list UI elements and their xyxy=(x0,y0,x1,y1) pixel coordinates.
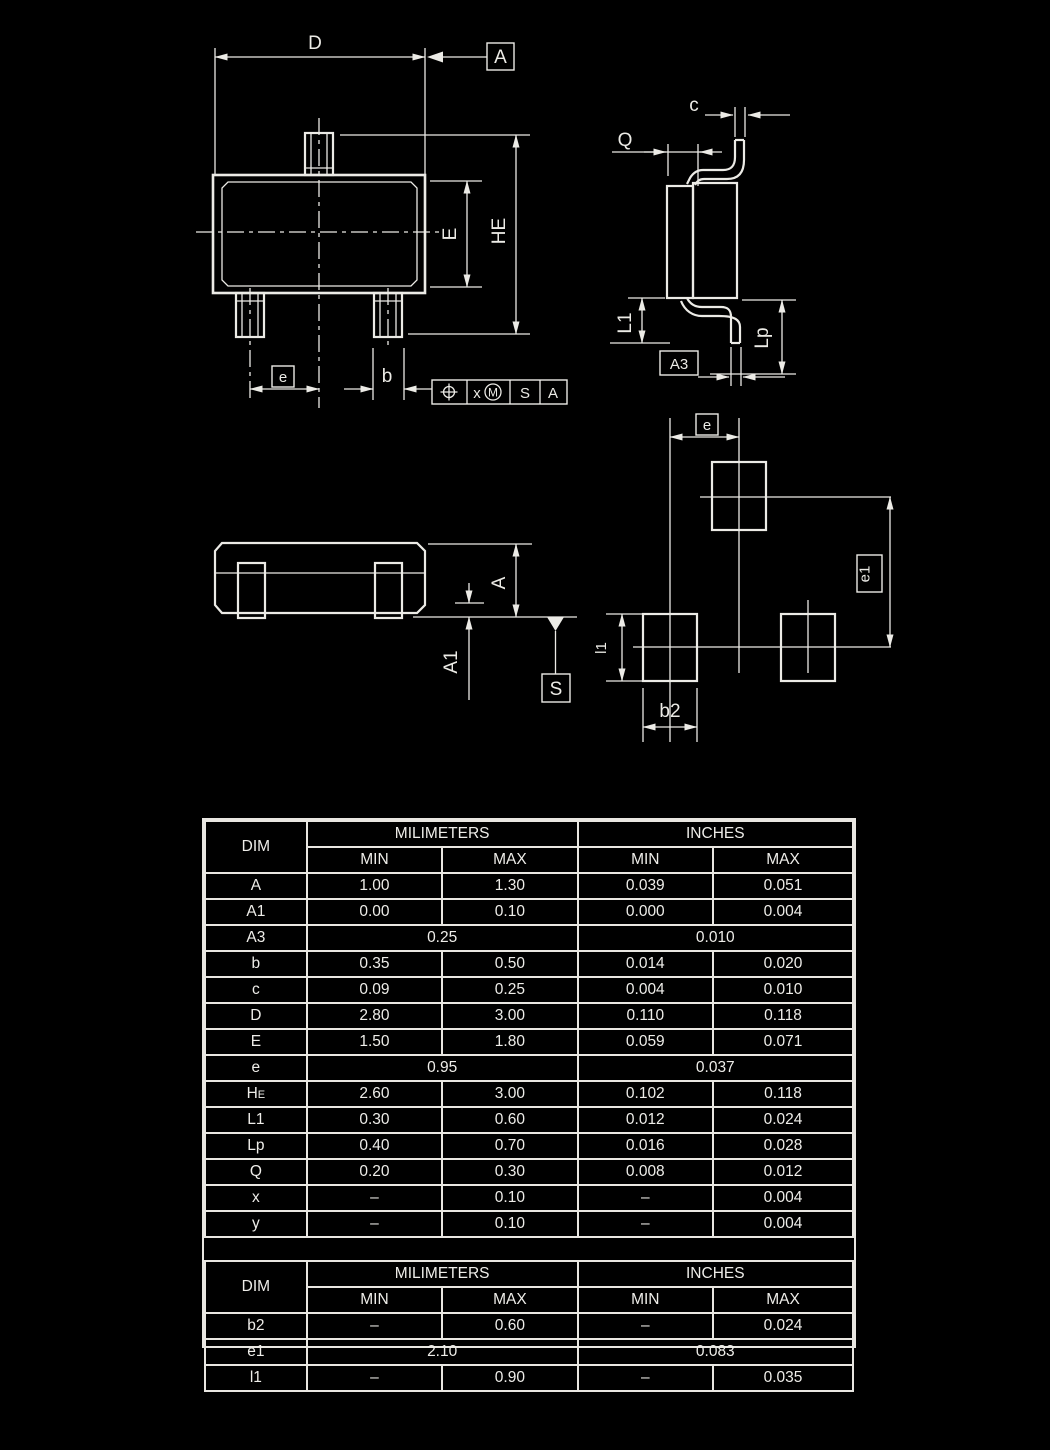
dim-cell: L1 xyxy=(205,1107,307,1133)
dim-label-d: D xyxy=(308,33,322,54)
header-mm-max: MAX xyxy=(442,847,577,873)
dim-cell: 0.016 xyxy=(578,1133,713,1159)
dim-row-A1 xyxy=(205,899,853,925)
dim-cell: – xyxy=(578,1365,713,1391)
dim-cell: 2.60 xyxy=(307,1081,442,1107)
dim-row-Lp xyxy=(205,1133,853,1159)
dim-row-b xyxy=(205,951,853,977)
dim-label-a: A xyxy=(489,576,510,590)
fcf-datum-s-label: S xyxy=(519,385,531,402)
dim-label-l1: l1 xyxy=(593,642,610,654)
body-side-profile xyxy=(693,183,737,298)
dim-row-E xyxy=(205,1029,853,1055)
dim-label-e1: e1 xyxy=(856,565,874,583)
dim-cell: e xyxy=(205,1055,307,1081)
dim-cell: 0.110 xyxy=(578,1003,713,1029)
dim-label-he: HE xyxy=(489,217,510,245)
dim-cell: 0.000 xyxy=(578,899,713,925)
header-mm-min: MIN xyxy=(307,847,442,873)
dim-cell: A1 xyxy=(205,899,307,925)
dim-cell: HE xyxy=(205,1081,307,1107)
header-inches: INCHES xyxy=(578,821,853,847)
dim-cell: 0.024 xyxy=(713,1107,853,1133)
dim-label-e: e xyxy=(702,417,712,434)
dim-row-A3 xyxy=(205,925,853,951)
dim-cell: 1.00 xyxy=(307,873,442,899)
dim-cell: – xyxy=(578,1313,713,1339)
dim-row-D xyxy=(205,1003,853,1029)
dim-cell: 1.50 xyxy=(307,1029,442,1055)
feature-control-frame xyxy=(432,380,567,404)
dim-cell: x xyxy=(205,1185,307,1211)
land-pattern-view xyxy=(593,414,891,742)
dim-cell: 0.60 xyxy=(442,1107,577,1133)
dim-cell: 0.30 xyxy=(307,1107,442,1133)
dim-cell: 0.012 xyxy=(713,1159,853,1185)
dim-cell: – xyxy=(307,1211,442,1237)
lead-front-left xyxy=(238,563,265,618)
dim-cell: 0.00 xyxy=(307,899,442,925)
header-milimeters: MILIMETERS xyxy=(307,1261,578,1287)
dim-cell: 2.80 xyxy=(307,1003,442,1029)
body-side-outline xyxy=(667,186,693,298)
dim-row-c xyxy=(205,977,853,1003)
dim-cell: – xyxy=(578,1185,713,1211)
dim-cell: 0.004 xyxy=(713,1211,853,1237)
dim-cell: e1 xyxy=(205,1339,307,1365)
dim-row-y xyxy=(205,1211,853,1237)
dim-cell: 0.004 xyxy=(713,1185,853,1211)
dim-cell: D xyxy=(205,1003,307,1029)
header-inches: INCHES xyxy=(578,1261,853,1287)
dim-row-Q xyxy=(205,1159,853,1185)
dim-cell: 2.10 xyxy=(307,1339,578,1365)
dim-cell: 0.051 xyxy=(713,873,853,899)
dim-cell: A3 xyxy=(205,925,307,951)
dim-cell: A xyxy=(205,873,307,899)
lead-bottom xyxy=(687,298,731,343)
dim-cell: 0.25 xyxy=(307,925,578,951)
dim-cell: E xyxy=(205,1029,307,1055)
dim-cell: 3.00 xyxy=(442,1003,577,1029)
dimension-table-land-pattern xyxy=(204,1260,854,1392)
position-tolerance-icon xyxy=(441,384,458,401)
dim-row-e1 xyxy=(205,1339,853,1365)
dim-label-e-body: E xyxy=(440,227,461,241)
front-view xyxy=(215,543,577,702)
dim-cell: 0.10 xyxy=(442,899,577,925)
dim-cell: 0.083 xyxy=(578,1339,853,1365)
dim-cell: 0.35 xyxy=(307,951,442,977)
dim-cell: – xyxy=(578,1211,713,1237)
dim-cell: 0.118 xyxy=(713,1003,853,1029)
dim-cell: 0.30 xyxy=(442,1159,577,1185)
table-gap xyxy=(204,1238,854,1260)
dim-cell: l1 xyxy=(205,1365,307,1391)
datum-s-label: S xyxy=(549,679,563,700)
dim-cell: 0.60 xyxy=(442,1313,577,1339)
body-front-outline xyxy=(215,543,425,613)
header-mm-max: MAX xyxy=(442,1287,577,1313)
dim-cell: 0.20 xyxy=(307,1159,442,1185)
header-in-min: MIN xyxy=(578,847,713,873)
dim-cell: 0.10 xyxy=(442,1211,577,1237)
dim-cell: – xyxy=(307,1313,442,1339)
datum-a-label: A xyxy=(494,47,507,68)
dim-cell: 0.012 xyxy=(578,1107,713,1133)
dim-row-e xyxy=(205,1055,853,1081)
dim-cell: 0.90 xyxy=(442,1365,577,1391)
dim-cell: 0.008 xyxy=(578,1159,713,1185)
dim-cell: 0.035 xyxy=(713,1365,853,1391)
dimension-tables xyxy=(202,818,856,1387)
dim-label-a3: A3 xyxy=(669,356,689,373)
fcf-tolerance-label: x xyxy=(473,385,481,402)
dim-cell: b xyxy=(205,951,307,977)
dim-label-q: Q xyxy=(617,130,633,151)
dim-cell: 0.004 xyxy=(713,899,853,925)
header-dim: DIM xyxy=(205,1261,307,1313)
header-mm-min: MIN xyxy=(307,1287,442,1313)
dim-cell: 0.059 xyxy=(578,1029,713,1055)
dim-cell: 0.010 xyxy=(578,925,853,951)
dim-cell: 0.25 xyxy=(442,977,577,1003)
dim-cell: – xyxy=(307,1185,442,1211)
datum-a-arrow xyxy=(427,52,443,63)
dim-label-a1: A1 xyxy=(441,650,462,674)
dim-cell: – xyxy=(307,1365,442,1391)
dim-cell: 0.10 xyxy=(442,1185,577,1211)
dim-label-c: c xyxy=(689,95,699,116)
dim-row-L1 xyxy=(205,1107,853,1133)
header-in-max: MAX xyxy=(713,1287,853,1313)
top-view xyxy=(196,33,567,408)
lead-front-right xyxy=(375,563,402,618)
dim-cell: y xyxy=(205,1211,307,1237)
dim-cell: 0.118 xyxy=(713,1081,853,1107)
dim-cell: 0.037 xyxy=(578,1055,853,1081)
dim-cell: Lp xyxy=(205,1133,307,1159)
header-milimeters: MILIMETERS xyxy=(307,821,578,847)
dim-cell: 0.028 xyxy=(713,1133,853,1159)
dim-label-b: b xyxy=(381,366,393,387)
dim-cell: 3.00 xyxy=(442,1081,577,1107)
lead-top xyxy=(687,140,735,184)
dim-row-HE xyxy=(205,1081,853,1107)
dim-cell: c xyxy=(205,977,307,1003)
dim-cell: 1.80 xyxy=(442,1029,577,1055)
dim-cell: 0.039 xyxy=(578,873,713,899)
dim-cell: b2 xyxy=(205,1313,307,1339)
dim-label-lp: Lp xyxy=(752,327,773,349)
dim-cell: 0.95 xyxy=(307,1055,578,1081)
dim-label-e-pitch: e xyxy=(278,369,288,386)
header-in-max: MAX xyxy=(713,847,853,873)
dim-cell: 0.010 xyxy=(713,977,853,1003)
header-in-min: MIN xyxy=(578,1287,713,1313)
dim-cell: 0.102 xyxy=(578,1081,713,1107)
dim-cell: 0.071 xyxy=(713,1029,853,1055)
header-dim: DIM xyxy=(205,821,307,873)
dim-row-b2 xyxy=(205,1313,853,1339)
dim-label-l1: L1 xyxy=(615,312,636,334)
seating-plane-triangle xyxy=(547,617,564,631)
fcf-datum-a-label: A xyxy=(547,385,559,402)
side-view xyxy=(610,95,796,386)
fcf-modifier-label: M xyxy=(488,385,498,400)
dim-row-l1 xyxy=(205,1365,853,1391)
lead-top xyxy=(695,140,744,185)
dim-cell: 0.40 xyxy=(307,1133,442,1159)
dim-label-b2: b2 xyxy=(659,701,681,722)
dim-row-x xyxy=(205,1185,853,1211)
dim-cell: 0.020 xyxy=(713,951,853,977)
dim-cell: 0.09 xyxy=(307,977,442,1003)
dim-cell: 0.024 xyxy=(713,1313,853,1339)
dim-cell: 0.70 xyxy=(442,1133,577,1159)
dim-cell: 0.50 xyxy=(442,951,577,977)
dim-cell: 0.014 xyxy=(578,951,713,977)
dim-row-A xyxy=(205,873,853,899)
dimension-table-package xyxy=(204,820,854,1238)
dim-cell: 0.004 xyxy=(578,977,713,1003)
dim-cell: 1.30 xyxy=(442,873,577,899)
dim-cell: Q xyxy=(205,1159,307,1185)
